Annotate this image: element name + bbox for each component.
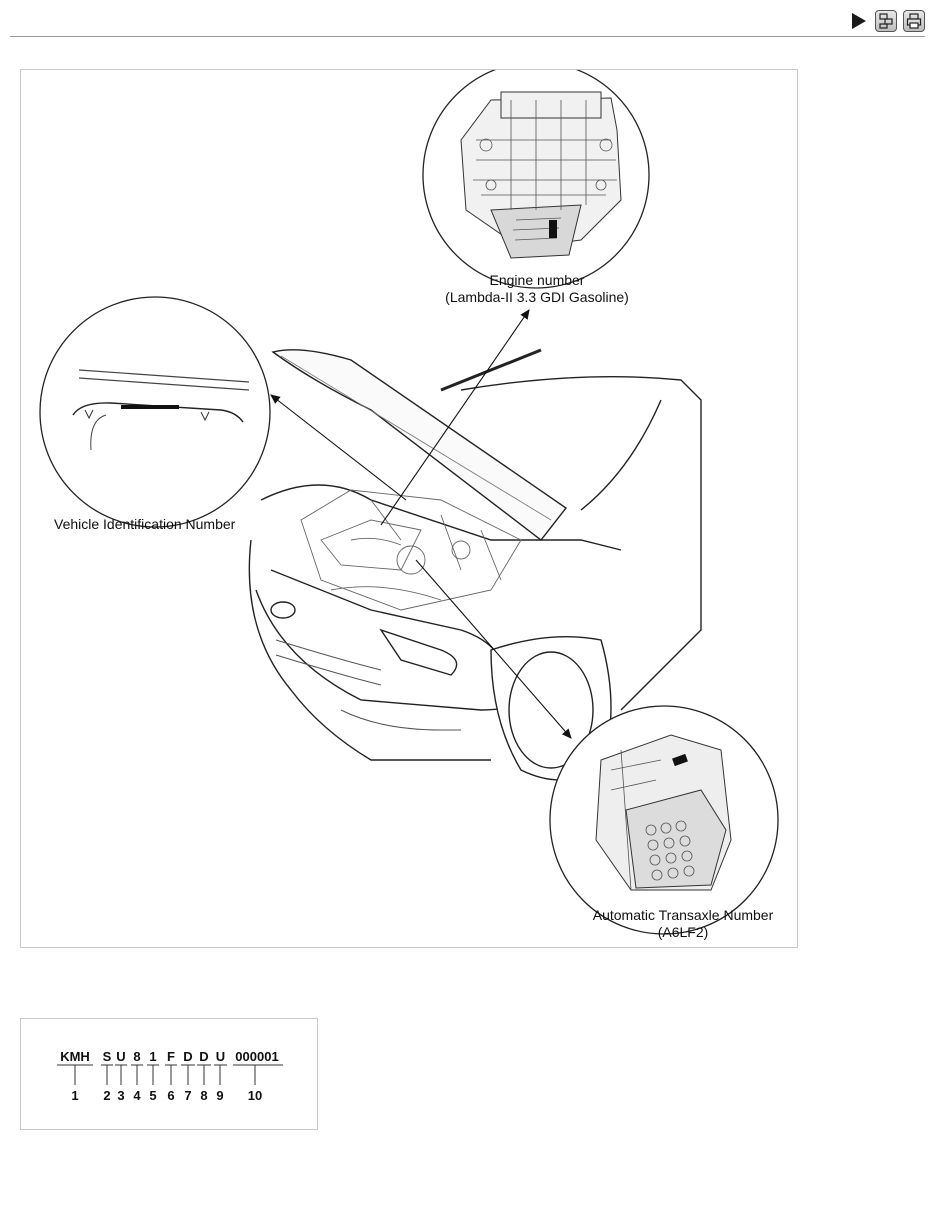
transaxle-number-label [584, 907, 782, 941]
navigation-button[interactable] [875, 10, 897, 32]
vin-index-6: 6 [167, 1088, 175, 1103]
engine-number-label [433, 272, 641, 306]
engine-label-line1: Engine number [489, 272, 585, 288]
play-arrow-icon[interactable] [852, 13, 866, 29]
vin-segment-9: U [215, 1049, 226, 1064]
vin-segment-7: D [183, 1049, 193, 1064]
vin-segment-6: F [167, 1049, 175, 1064]
car-engine-bay-drawing [21, 70, 799, 949]
transaxle-label-line1: Automatic Transaxle Number [592, 907, 774, 923]
transaxle-label-line2: (A6LF2) [657, 924, 709, 940]
vin-segment-8: D [199, 1049, 209, 1064]
vin-index-4: 4 [133, 1088, 141, 1103]
vin-segment-2: S [102, 1049, 112, 1064]
vin-segment-4: 8 [133, 1049, 141, 1064]
vin-breakdown-box [20, 1018, 318, 1130]
navigation-icon [878, 13, 894, 29]
engine-bay-illustration [20, 69, 798, 948]
vin-detail-circle [40, 297, 270, 527]
engine-detail-circle [423, 70, 649, 288]
vin-index-3: 3 [117, 1088, 125, 1103]
print-icon [906, 13, 922, 29]
vin-index-9: 9 [216, 1088, 224, 1103]
vin-index-7: 7 [184, 1088, 192, 1103]
engine-label-line2: (Lambda-II 3.3 GDI Gasoline) [445, 289, 629, 305]
vin-index-5: 5 [149, 1088, 157, 1103]
vin-label: Vehicle Identification Number [54, 516, 236, 532]
toolbar [0, 0, 935, 38]
header-divider [10, 36, 925, 37]
vin-segment-5: 1 [149, 1049, 157, 1064]
vin-index-1: 1 [71, 1088, 79, 1103]
vin-segment-3: U [116, 1049, 126, 1064]
print-button[interactable] [903, 10, 925, 32]
vin-segment-1: KMH [60, 1049, 90, 1064]
vin-index-10: 10 [247, 1088, 263, 1103]
vin-index-2: 2 [103, 1088, 111, 1103]
transaxle-detail-circle [550, 706, 778, 934]
vin-index-8: 8 [200, 1088, 208, 1103]
vin-connector-lines [21, 1019, 319, 1131]
vin-segment-10: 000001 [235, 1049, 279, 1064]
